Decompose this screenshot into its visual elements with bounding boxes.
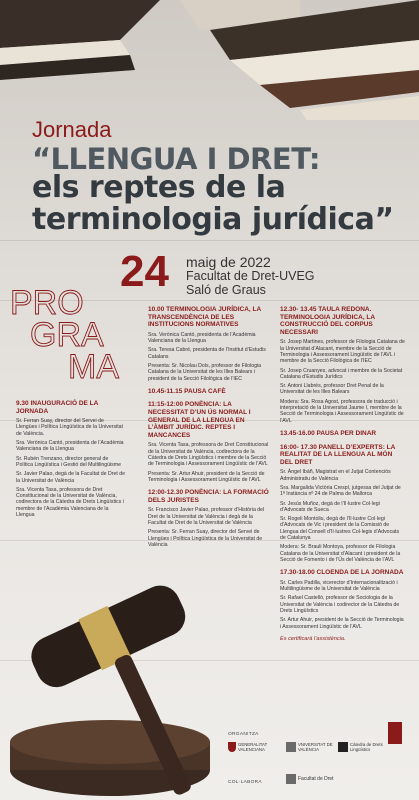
event-venue-2: Saló de Graus [186,283,266,297]
speaker: Sra. Teresa Cabré, presidenta de l’Institut d’Estudis Catalans [148,347,266,360]
speaker: Presenta: Sr. Nicolau Dols, professor de Filologia Catalana de la Universitat de les Illes Balears i president de la Secció Filològica de l’IEC [148,362,262,382]
catedra-logo [338,742,390,752]
speaker: Sr. Rubén Trenzano, director general de Política Lingüística i Gestió del Multilingüisme [16,455,121,468]
title-line-3: terminologia jurídica” [32,202,394,237]
speaker: Sra. Verònica Cantó, presidenta de l’Acadèmia Valenciana de la Llengua [148,331,256,345]
uv-logo-text: VNIVERSITAT DE VALÈNCIA [298,742,333,752]
organitza-label: ORGANITZA [228,732,259,737]
uv-emblem-icon [286,742,296,752]
session-heading: 11:15-12:00 PONÈNCIA: LA NECESSITAT D’UN ÚS NORMAL I GENERAL DE LA LLENGUA EN L’ÀMBIT JURÍDIC. REPTES I MANCANCES [148,401,251,439]
gva-logo [228,742,278,752]
session-heading: 10.45-11.15 PAUSA CAFÈ [148,387,226,395]
program-column-1 [16,400,126,521]
speaker: Sr. Francisco Javier Palao, professor d’Història del Dret de la Universitat de València i degà de la Facultat de Dret de la Universitat de València [148,507,265,526]
collabora-label: COL·LABORA [228,780,262,785]
sponsor-logos [228,718,418,798]
speaker: Sr. Ferran Suay, director del Servei de Llengües i Política Lingüística de la Universitat de València. [16,418,123,437]
programa-line-1: PRO [10,284,84,322]
speaker: Sr. Rogeli Montoliu, degà de l’Il·lustre Col·legi d’Advocats de Vic i president de la Comissió de Llengua del Consell d’Il·lustres Col·legis d’Advocats de Catalunya [280,516,400,541]
session-heading: 13.45-16.00 PAUSA PER DINAR [280,429,377,437]
speaker: Sr. Àngel Ibáñ, Magistrat en el Jutjat Contenciós Administratiu de València [280,469,391,482]
facultat-emblem-icon [286,774,296,784]
speaker: Sr. Josep Martines, professor de Filologia Catalana de la Universitat d’Alacant, membre de la Secció de Terminologia i Assessorament Lingüístic de l’AVL i membre de la Secció Filològica de l’IEC [280,339,405,365]
programa-heading [8,282,138,382]
program-column-2 [148,306,272,554]
avl-logo [388,722,402,744]
program-column-3 [280,306,406,645]
speaker: Sr. Javier Palao, degà de la Facultat de Dret de la Universitat de València [16,471,126,484]
catedra-logo-text: Càtedra de Drets Lingüístics [350,742,383,752]
speaker: Sra. Vicenta Tasa, professora de Dret Constitucional de la Universitat de València, codirectora de la Càtedra de Drets Lingüístics i membre de l’Acadèmia Valenciana de la Llengua [16,486,124,519]
speaker: Sra. Margalida Victòria Crespí, jutgessa del Jutjat de 1ª Instància nº 24 de Palma de Mallorca [280,484,401,498]
speaker: Sr. Jesús Muñoz, degà de l’Il·lustre Col·legi d’Advocats de Sueca [280,500,380,513]
gavel-illustration [0,520,230,800]
gva-logo-text: GENERALITAT VALENCIANA [238,742,268,752]
session-heading: 9.30 INAUGURACIÓ DE LA JORNADA [16,400,99,415]
speaker: Presenta: Sr. Ferran Suay, director del Servei de Llengües i Política Lingüística de la Universitat de València [148,529,263,548]
speaker: Sr. Carles Padilla, vicerector d’Internacionalització i Multilingüisme de la Universitat de València [280,579,398,593]
session-heading: 12:00-12.30 PONÈNCIA: LA FORMACIÓ DELS JURISTES [148,489,269,504]
programa-line-3: MA [68,348,119,382]
speaker: Modera: Sr. Brauli Montoya, professor de Filologia Catalana de la Universitat d’Alacant i president de la Secció de Fomento i de l’Ús del València de l’AVL [280,544,401,563]
session-heading: 16:00- 17.30 PANELL D’EXPERTS: LA REALITAT DE LA LLENGUA AL MÓN DEL DRET [280,443,396,466]
event-day: 24 [120,247,169,296]
catedra-emblem-icon [338,742,348,752]
gva-shield-icon [228,742,236,752]
event-month-year: maig de 2022 [186,254,271,270]
session-heading: 17.30-18.00 CLOENDA DE LA JORNADA [280,569,404,577]
session-heading: 12.30- 13.45 TAULA REDONA. TERMINOLOGIA JURÍDICA, LA CONSTRUCCIÓ DEL CORPUS NECESSARI [280,306,375,336]
speaker: Sra. Verònica Cantó, presidenta de l’Acadèmia Valenciana de la Llengua [16,440,124,453]
title-line-1: “LLENGUA I DRET: [32,142,320,176]
uv-logo [286,742,334,752]
event-type-label: Jornada [32,117,112,142]
facultat-logo [286,774,334,784]
speaker: Presenta: Sr. Artur Ahuir, president de la Secció de Terminologia i Assessorament Lingüístic de l’AVL [148,470,265,483]
speaker: Sr. Rafael Castelló, professor de Sociologia de la Universitat de València i codirector de la Càtedra de Drets Lingüístics [280,595,400,614]
programa-line-2: GRA [30,316,104,354]
event-date-venue [186,255,315,297]
books-illustration [0,0,419,120]
certificate-note: Es certificarà l’assistència. [280,635,346,642]
title-line-2: els reptes de la [32,170,286,205]
speaker: Sr. Artur Ahuir, president de la Secció de Terminologia i Assessorament Lingüístic de l’AVL [280,617,404,630]
facultat-logo-text: Facultat de Dret [298,776,334,782]
avl-emblem-icon [388,722,402,744]
speaker: Sra. Vicenta Tasa, professora de Dret Constitucional de la Universitat de València, codirectora de la Càtedra de Drets Lingüístics i membre de la Secció de Terminologia i Assessorament Lingüístic de l’AVL [148,442,269,468]
session-heading: 10.00 TERMINOLOGIA JURÍDICA, LA TRANSCENDÈNCIA DE LES INSTITUCIONS NORMATIVES [148,306,261,329]
event-venue-1: Facultat de Dret-UVEG [186,269,315,283]
speaker: Sr. Josep Cruanyes, advocat i membre de la Societat Catalana d’Estudis Jurídics [280,367,403,380]
speaker: Sr. Antoni Llabrés, professor Dret Penal de la Universitat de les Illes Balears [280,383,384,396]
wood-plank-line [0,240,419,241]
speaker: Modera: Sra. Rosa Agost, professora de traducció i interpretació de la Universitat Jaume I, membre de la Secció de Terminologia i Assessorament Lingüístic de l’AVL [280,398,404,424]
